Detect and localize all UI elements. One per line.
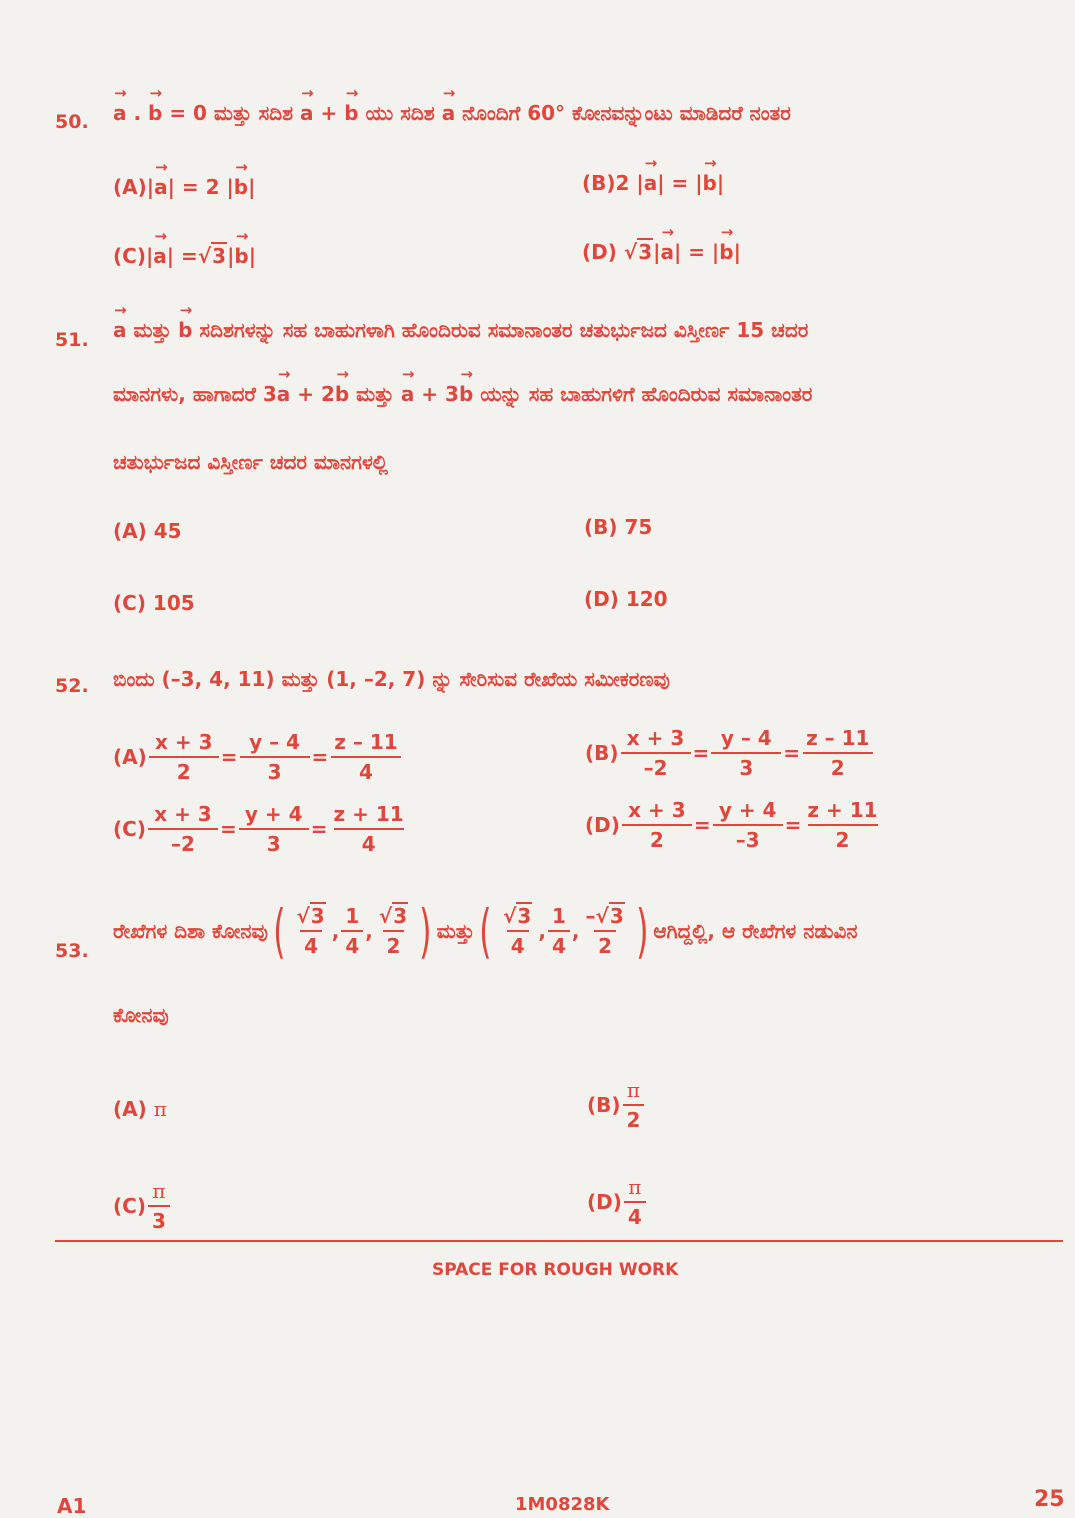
denominator: 4 <box>300 930 322 958</box>
option-text: | = | <box>673 240 720 264</box>
question-51-line-3: ಚತುರ್ಭುಜದ ವಿಸ್ತೀರ್ಣ ಚದರ ಮಾನಗಳಲ್ಲಿ <box>113 450 388 474</box>
numerator: y – 4 <box>249 730 300 754</box>
radicand: 3 <box>517 904 532 928</box>
denominator: 3 <box>240 756 310 784</box>
question-53-stem: ರೇಖೆಗಳ ದಿಶಾ ಕೋನವು ( $\frac{√3}{4}$ , $\frac{1}{4}$ , $\frac{√3}{2}$ ) ಮತ್ತು ( $\frac{√3}{4}$ , $\frac{1}{4}$ , $\frac{-√3}{2}$ ) ಆಗಿದ್ದಲ್ಲಿ, ಆ ರೇಖೆಗಳ ನಡುವಿನ <box>113 897 858 965</box>
fraction <box>341 904 363 958</box>
question-51-number: 51. <box>55 329 89 351</box>
numerator: π <box>626 1078 641 1102</box>
denominator: 2 <box>383 930 405 958</box>
stem-text: + 3 <box>414 382 459 406</box>
stem-text: = 0 ಮತ್ತು ಸದಿಶ <box>162 101 301 125</box>
plus-operator: + <box>313 101 345 125</box>
fraction <box>240 730 310 784</box>
option-50-c[interactable] <box>113 244 256 268</box>
question-50-number: 50. <box>55 111 89 133</box>
fraction <box>330 802 408 856</box>
option-label: (C) <box>113 817 146 841</box>
fraction <box>239 802 309 856</box>
vector-b: → b <box>148 101 162 125</box>
vector-a: → a <box>442 101 456 125</box>
sqrt-symbol: √3 <box>503 904 532 928</box>
numerator: z – 11 <box>806 726 870 750</box>
option-text: | <box>716 171 725 195</box>
fraction <box>581 904 628 958</box>
right-paren: ) <box>635 897 649 965</box>
option-label: (A) <box>113 1097 147 1121</box>
radicand: 3 <box>638 240 653 264</box>
denominator: 3 <box>239 828 309 856</box>
page-number: 25 <box>1034 1487 1065 1512</box>
denominator: –3 <box>713 824 783 852</box>
option-text: | <box>227 244 235 268</box>
denominator: 3 <box>711 752 781 780</box>
numerator: x + 3 <box>155 730 213 754</box>
fraction <box>548 904 570 958</box>
sqrt-symbol: √3 <box>296 904 325 928</box>
option-label: (D) <box>585 813 620 837</box>
numerator: z + 11 <box>333 802 404 826</box>
numerator: π <box>628 1175 642 1199</box>
option-50-b[interactable] <box>582 171 724 195</box>
sqrt-symbol: √3 <box>378 904 408 928</box>
stem-text: ರೇಖೆಗಳ ದಿಶಾ ಕೋನವು <box>113 919 268 943</box>
option-label: (D) <box>582 240 617 264</box>
option-text: | <box>145 244 154 268</box>
equals-sign: = <box>692 741 710 765</box>
option-51-c[interactable]: (C) 105 <box>113 591 195 615</box>
fraction <box>623 1078 645 1132</box>
option-text: | = | <box>657 171 703 195</box>
option-text: | <box>733 240 741 264</box>
sqrt-symbol: √3 <box>197 244 227 268</box>
option-52-d[interactable] <box>585 798 884 852</box>
option-53-d[interactable] <box>587 1175 648 1229</box>
option-label: (C) <box>113 244 146 268</box>
option-label: (B) <box>582 171 616 195</box>
denominator: –2 <box>621 752 691 780</box>
question-50-stem <box>113 101 791 125</box>
stem-text: ಯು ಸದಿಶ <box>358 101 442 125</box>
question-51-line-1 <box>113 318 808 342</box>
vector-a: → a <box>401 382 415 406</box>
denominator: 4 <box>341 930 363 958</box>
equals-sign: = <box>219 817 237 841</box>
vector-b: → b <box>344 101 358 125</box>
option-50-a[interactable] <box>113 175 255 199</box>
numerator: y – 4 <box>720 726 772 750</box>
numerator <box>499 904 536 930</box>
radicand: 3 <box>310 904 325 928</box>
stem-text: ಯನ್ನು ಸಹ ಬಾಹುಗಳಿಗೆ ಹೊಂದಿರುವ ಸಮಾನಾಂತರ <box>473 382 813 406</box>
option-label: (C) <box>113 1194 146 1218</box>
denominator: 4 <box>548 930 570 958</box>
fraction <box>292 904 329 958</box>
numerator: 1 <box>345 904 360 928</box>
numerator: x + 3 <box>626 726 685 750</box>
option-label: (A) <box>113 175 147 199</box>
stem-text: ಆಗಿದ್ದಲ್ಲಿ, ಆ ರೇಖೆಗಳ ನಡುವಿನ <box>653 919 858 943</box>
fraction <box>802 726 873 780</box>
option-53-c[interactable] <box>113 1179 172 1233</box>
radicand: 3 <box>393 904 408 928</box>
rough-work-divider <box>55 1240 1063 1242</box>
vector-a: → a <box>660 240 674 264</box>
fraction <box>803 798 881 852</box>
radicand: 3 <box>212 244 227 268</box>
fraction <box>148 802 218 856</box>
fraction <box>499 904 536 958</box>
question-53-line-2: ಕೋನವು <box>113 1003 169 1027</box>
option-text: 2 | <box>615 171 644 195</box>
numerator: x + 3 <box>628 798 686 822</box>
equals-sign: = <box>784 813 802 837</box>
question-52-stem: ಬಿಂದು (–3, 4, 11) ಮತ್ತು (1, –2, 7) ನ್ನು ಸೇರಿಸುವ ರೇಖೆಯ ಸಮೀಕರಣವು <box>113 667 670 691</box>
numerator: π <box>152 1179 166 1203</box>
left-paren: ( <box>272 897 286 965</box>
fraction <box>375 904 412 958</box>
numerator: 1 <box>551 904 566 928</box>
fraction <box>621 726 691 780</box>
option-text: | = 2 | <box>167 175 234 199</box>
denominator: –2 <box>148 828 218 856</box>
numerator <box>375 904 412 930</box>
booklet-code: 1M0828K <box>515 1494 610 1515</box>
fraction <box>330 730 401 784</box>
denominator: 2 <box>594 930 616 958</box>
booklet-series: A1 <box>57 1494 87 1518</box>
vector-a: → a <box>113 318 127 342</box>
option-53-a[interactable] <box>113 1097 167 1121</box>
vector-b: → b <box>178 318 192 342</box>
option-label: (D) <box>587 1190 622 1214</box>
left-paren: ( <box>479 897 492 965</box>
dot-operator: . <box>126 101 149 125</box>
equals-sign: = <box>310 817 328 841</box>
denominator: 2 <box>623 1104 645 1132</box>
option-label: (B) <box>585 741 619 765</box>
vector-a: → a <box>277 382 291 406</box>
vector-b: → b <box>459 382 473 406</box>
vector-b: → b <box>703 171 717 195</box>
fraction <box>713 798 783 852</box>
vector-a: → a <box>113 101 127 125</box>
option-label: (A) <box>113 745 147 769</box>
denominator: 2 <box>149 756 219 784</box>
option-text: | <box>653 240 661 264</box>
pi-value: π <box>153 1097 167 1121</box>
denominator: 4 <box>331 756 401 784</box>
denominator: 4 <box>507 930 529 958</box>
vector-a: → a <box>300 101 314 125</box>
question-53-number: 53. <box>55 940 89 962</box>
equals-sign: = <box>693 813 711 837</box>
option-text: | <box>146 175 155 199</box>
option-text: | = <box>166 244 198 268</box>
equals-sign: = <box>783 741 801 765</box>
numerator: y + 4 <box>718 798 777 822</box>
question-52-number: 52. <box>55 675 89 697</box>
option-53-b[interactable] <box>587 1078 646 1132</box>
rough-work-heading: SPACE FOR ROUGH WORK <box>432 1260 679 1280</box>
option-text: | <box>248 244 257 268</box>
denominator: 2 <box>803 752 873 780</box>
option-51-d[interactable]: (D) 120 <box>584 587 668 611</box>
denominator: 4 <box>334 828 404 856</box>
stem-text: ಸದಿಶಗಳನ್ನು ಸಹ ಬಾಹುಗಳಾಗಿ ಹೊಂದಿರುವ ಸಮಾನಾಂತರ ಚತುರ್ಭುಜದ ವಿಸ್ತೀರ್ಣ 15 ಚದರ <box>192 318 809 342</box>
option-50-d[interactable] <box>582 240 741 264</box>
minus-sign: – <box>585 904 596 928</box>
right-paren: ) <box>419 897 432 965</box>
option-52-b[interactable] <box>585 726 875 780</box>
stem-text: + 2 <box>290 382 335 406</box>
vector-a: → a <box>154 175 168 199</box>
fraction <box>148 1179 170 1233</box>
vector-b: → b <box>234 244 248 268</box>
stem-text: ಮತ್ತು <box>349 382 401 406</box>
vector-a: → a <box>644 171 658 195</box>
radicand: 3 <box>609 904 624 928</box>
numerator: y + 4 <box>244 802 303 826</box>
fraction <box>624 1175 646 1229</box>
sqrt-symbol: √3 <box>595 904 624 928</box>
vector-b: → b <box>234 175 248 199</box>
denominator: 2 <box>622 824 692 852</box>
numerator <box>581 904 628 930</box>
option-51-b[interactable]: (B) 75 <box>584 515 653 539</box>
numerator: x + 3 <box>154 802 212 826</box>
fraction <box>711 726 781 780</box>
stem-text: ಮಾನಗಳು, ಹಾಗಾದರೆ 3 <box>113 382 277 406</box>
option-52-a[interactable] <box>113 730 404 784</box>
option-label: (B) <box>587 1093 621 1117</box>
numerator: z + 11 <box>807 798 878 822</box>
denominator: 4 <box>624 1201 646 1229</box>
stem-text: ನೊಂದಿಗೆ 60° ಕೋನವನ್ನುಂಟು ಮಾಡಿದರೆ ನಂತರ <box>455 101 791 125</box>
denominator: 3 <box>148 1205 170 1233</box>
vector-b: → b <box>719 240 733 264</box>
equals-sign: = <box>311 745 329 769</box>
question-51-line-2 <box>113 382 812 406</box>
numerator: z – 11 <box>334 730 398 754</box>
vector-b: → b <box>335 382 349 406</box>
option-52-c[interactable] <box>113 802 410 856</box>
stem-text: ಮತ್ತು <box>436 919 475 943</box>
stem-text: ಮತ್ತು <box>126 318 179 342</box>
vector-a: → a <box>153 244 167 268</box>
fraction <box>149 730 219 784</box>
equals-sign: = <box>220 745 238 769</box>
option-51-a[interactable]: (A) 45 <box>113 519 182 543</box>
fraction <box>622 798 692 852</box>
sqrt-symbol: √3 <box>623 240 653 264</box>
denominator: 2 <box>808 824 878 852</box>
option-text: | <box>248 175 256 199</box>
numerator <box>292 904 329 930</box>
